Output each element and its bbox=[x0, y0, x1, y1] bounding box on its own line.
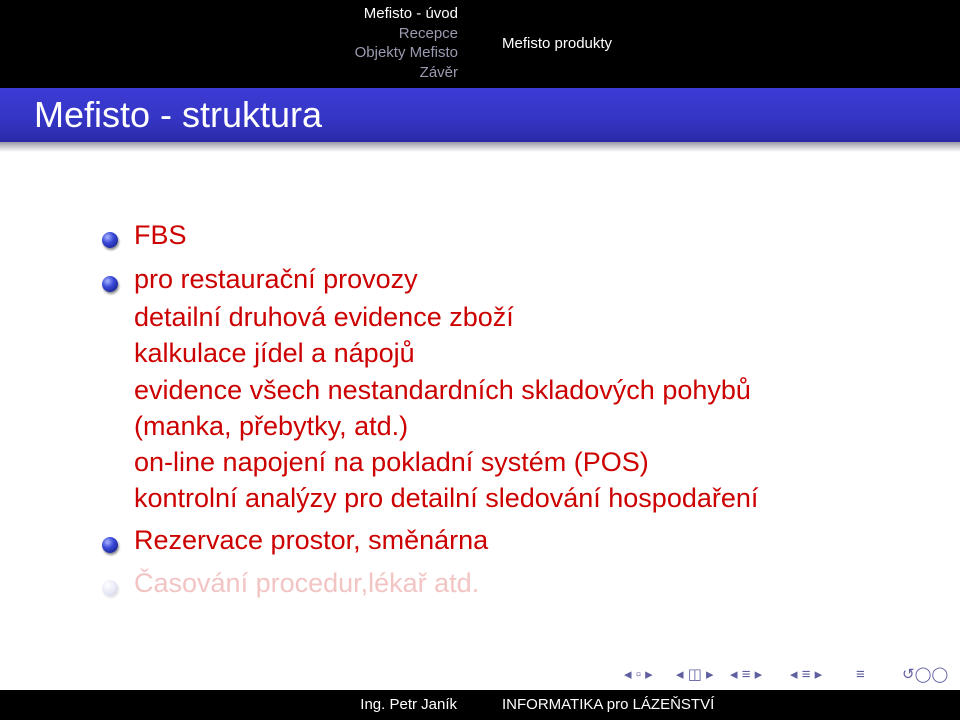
nav-prev-section-icon[interactable]: ◂ ≡ ▸ bbox=[790, 666, 823, 683]
section-link-mefisto-produkty[interactable]: Mefisto produkty bbox=[502, 35, 613, 52]
footer-bar bbox=[0, 690, 960, 720]
footer-author: Ing. Petr Janík bbox=[360, 696, 457, 713]
bullet-line: kalkulace jídel a nápojů bbox=[134, 338, 415, 368]
nav-prev-frame-icon[interactable]: ◂ ◫ ▸ bbox=[676, 666, 714, 683]
bullet-line: kontrolní analýzy pro detailní sledování hospodaření bbox=[134, 483, 759, 513]
nav-prev-subsection-icon[interactable]: ◂ ≡ ▸ bbox=[730, 666, 763, 683]
bullet-line: on-line napojení na pokladní systém (POS) bbox=[134, 447, 649, 477]
section-link-objekty-mefisto[interactable]: Objekty Mefisto bbox=[354, 44, 458, 61]
bullet-fbs: FBS bbox=[134, 220, 187, 250]
bullet-line: evidence všech nestandardních skladových pohybů bbox=[134, 375, 751, 405]
section-link-zaver[interactable]: Závěr bbox=[419, 64, 458, 81]
bullet-casovani: Časování procedur,lékař atd. bbox=[134, 568, 480, 598]
bullet-rezervace: Rezervace prostor, směnárna bbox=[134, 525, 489, 555]
footer-title: INFORMATIKA pro LÁZEŇSTVÍ bbox=[502, 696, 715, 713]
nav-align-icon[interactable]: ≡ bbox=[856, 666, 865, 683]
bullet-pro-restauracni-provozy: pro restaurační provozy bbox=[134, 264, 418, 294]
nav-first-icon[interactable]: ◂ ▫ ▸ bbox=[624, 666, 653, 683]
bullet-ball-icon bbox=[102, 276, 118, 292]
bullet-line: (manka, přebytky, atd.) bbox=[134, 411, 409, 441]
section-nav-left bbox=[0, 0, 482, 88]
nav-search-icon[interactable]: ↺◯◯ bbox=[902, 666, 949, 683]
bullet-line: detailní druhová evidence zboží bbox=[134, 302, 514, 332]
bullet-ball-icon bbox=[102, 537, 118, 553]
section-link-mefisto-uvod[interactable]: Mefisto - úvod bbox=[363, 5, 458, 22]
bullet-ball-icon bbox=[102, 232, 118, 248]
header-nav-bar bbox=[0, 0, 960, 88]
bullet-ball-icon bbox=[102, 580, 118, 596]
section-link-recepce[interactable]: Recepce bbox=[398, 25, 458, 42]
frame-title: Mefisto - struktura bbox=[34, 94, 323, 135]
title-shadow bbox=[0, 142, 960, 152]
